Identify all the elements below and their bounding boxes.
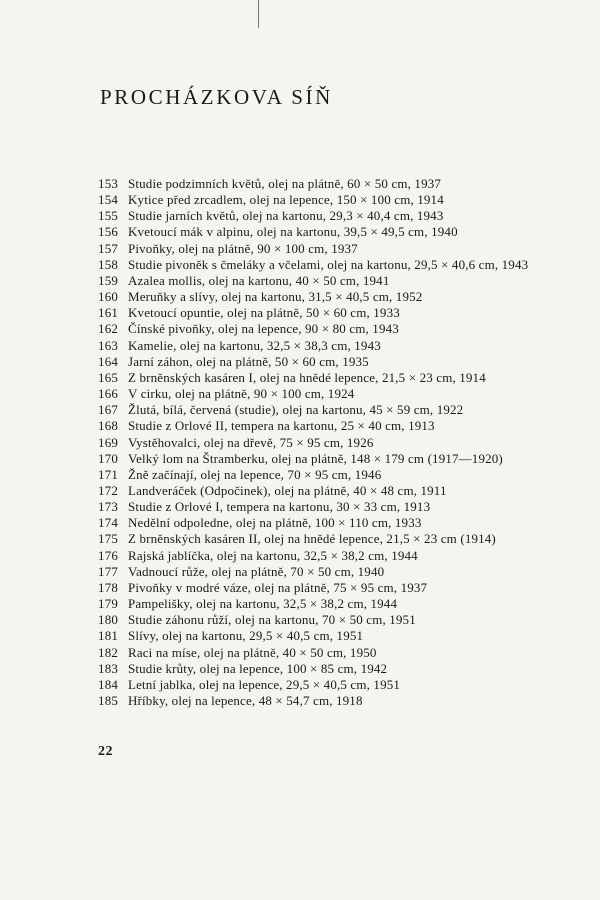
entry-text: Z brněnských kasáren I, olej na hnědé lepence, 21,5 × 23 cm, 1914 [128, 369, 486, 385]
entry-number: 183 [98, 660, 119, 676]
entry-text: Vadnoucí růže, olej na plátně, 70 × 50 cm, 1940 [128, 563, 385, 579]
entry-number: 181 [98, 628, 119, 644]
entry-number: 155 [98, 208, 119, 224]
entry-text: Kvetoucí mák v alpinu, olej na kartonu, 39,5 × 49,5 cm, 1940 [128, 224, 458, 240]
list-item [98, 515, 588, 531]
entry-number: 157 [98, 240, 119, 256]
entry-text: Nedělní odpoledne, olej na plátně, 100 × 110 cm, 1933 [128, 515, 422, 531]
entry-text: Vystěhovalci, olej na dřevě, 75 × 95 cm, 1926 [128, 434, 374, 450]
entry-number: 175 [98, 531, 119, 547]
entry-text: Pivoňky v modré váze, olej na plátně, 75 × 95 cm, 1937 [128, 579, 428, 595]
list-item [98, 370, 588, 386]
entry-text: Studie z Orlové I, tempera na kartonu, 30 × 33 cm, 1913 [128, 499, 431, 515]
entry-number: 182 [98, 644, 119, 660]
entry-number: 177 [98, 563, 119, 579]
entry-number: 160 [98, 289, 119, 305]
list-item [98, 241, 588, 257]
list-item [98, 208, 588, 224]
entry-number: 159 [98, 272, 119, 288]
entry-number: 158 [98, 256, 119, 272]
entry-list [98, 176, 588, 709]
entry-text: Azalea mollis, olej na kartonu, 40 × 50 cm, 1941 [128, 272, 390, 288]
entry-number: 168 [98, 418, 119, 434]
entry-text: Pampelišky, olej na kartonu, 32,5 × 38,2 cm, 1944 [128, 596, 398, 612]
list-item [98, 402, 588, 418]
entry-number: 169 [98, 434, 119, 450]
entry-text: Studie z Orlové II, tempera na kartonu, 25 × 40 cm, 1913 [128, 418, 435, 434]
entry-text: Kvetoucí opuntie, olej na plátně, 50 × 60 cm, 1933 [128, 305, 400, 321]
entry-text: Pivoňky, olej na plátně, 90 × 100 cm, 1937 [128, 240, 358, 256]
entry-text: Čínské pivoňky, olej na lepence, 90 × 80 cm, 1943 [128, 321, 399, 337]
list-item [98, 273, 588, 289]
entry-number: 173 [98, 499, 119, 515]
entry-number: 153 [98, 176, 119, 191]
entry-number: 164 [98, 353, 119, 369]
entry-text: Jarní záhon, olej na plátně, 50 × 60 cm, 1935 [128, 353, 369, 369]
list-item [98, 531, 588, 547]
entry-number: 154 [98, 192, 119, 208]
entry-text: Žně začínají, olej na lepence, 70 × 95 cm, 1946 [128, 466, 382, 482]
entry-number: 156 [98, 224, 119, 240]
list-item [98, 499, 588, 515]
entry-text: Letní jablka, olej na lepence, 29,5 × 40,5 cm, 1951 [128, 676, 401, 692]
entry-number: 163 [98, 337, 119, 353]
list-item [98, 354, 588, 370]
entry-number: 162 [98, 321, 119, 337]
list-item [98, 661, 588, 677]
list-item [98, 693, 588, 709]
entry-text: Raci na míse, olej na plátně, 40 × 50 cm, 1950 [128, 644, 377, 660]
entry-text: Rajská jablíčka, olej na kartonu, 32,5 × 38,2 cm, 1944 [128, 547, 418, 563]
list-item [98, 192, 588, 208]
list-item [98, 386, 588, 402]
list-item [98, 483, 588, 499]
entry-text: Studie záhonu růží, olej na kartonu, 70 × 50 cm, 1951 [128, 612, 416, 628]
list-item [98, 257, 588, 273]
list-item [98, 580, 588, 596]
entry-number: 170 [98, 450, 119, 466]
entry-text: V cirku, olej na plátně, 90 × 100 cm, 1924 [128, 386, 355, 402]
list-item [98, 467, 588, 483]
entry-text: Landveráček (Odpočinek), olej na plátně, 40 × 48 cm, 1911 [128, 482, 447, 498]
entry-number: 180 [98, 612, 119, 628]
entry-text: Žlutá, bílá, červená (studie), olej na kartonu, 45 × 59 cm, 1922 [128, 402, 464, 418]
entry-number: 178 [98, 579, 119, 595]
entry-number: 184 [98, 676, 119, 692]
list-item [98, 645, 588, 661]
list-item [98, 321, 588, 337]
entry-number: 176 [98, 547, 119, 563]
entry-number: 171 [98, 466, 119, 482]
entry-number: 174 [98, 515, 119, 531]
entry-text: Kamelie, olej na kartonu, 32,5 × 38,3 cm, 1943 [128, 337, 381, 353]
list-item [98, 628, 588, 644]
entry-text: Studie pivoněk s čmeláky a včelami, olej na kartonu, 29,5 × 40,6 cm, 1943 [128, 256, 529, 272]
list-item [98, 596, 588, 612]
list-item [98, 548, 588, 564]
entry-number: 167 [98, 402, 119, 418]
page-title: PROCHÁZKOVA SÍŇ [100, 85, 333, 109]
list-item [98, 612, 588, 628]
margin-mark [258, 0, 259, 28]
entry-text: Meruňky a slívy, olej na kartonu, 31,5 × 40,5 cm, 1952 [128, 289, 423, 305]
entry-number: 185 [98, 693, 119, 708]
entry-text: Kytice před zrcadlem, olej na lepence, 150 × 100 cm, 1914 [128, 192, 444, 208]
list-item [98, 176, 588, 192]
list-item [98, 224, 588, 240]
list-item [98, 338, 588, 354]
page-number: 22 [98, 744, 113, 759]
entry-text: Z brněnských kasáren II, olej na hnědé lepence, 21,5 × 23 cm (1914) [128, 531, 496, 547]
entry-text: Studie krůty, olej na lepence, 100 × 85 cm, 1942 [128, 660, 388, 676]
entry-number: 161 [98, 305, 119, 321]
list-item [98, 451, 588, 467]
entry-number: 179 [98, 596, 119, 612]
entry-text: Studie jarních květů, olej na kartonu, 29,3 × 40,4 cm, 1943 [128, 208, 444, 224]
list-item [98, 418, 588, 434]
entry-number: 166 [98, 386, 119, 402]
entry-text: Studie podzimních květů, olej na plátně, 60 × 50 cm, 1937 [128, 176, 442, 191]
entry-text: Velký lom na Štramberku, olej na plátně, 148 × 179 cm (1917—1920) [128, 450, 503, 466]
entry-number: 172 [98, 482, 119, 498]
list-item [98, 289, 588, 305]
entry-number: 165 [98, 369, 119, 385]
list-item [98, 435, 588, 451]
list-item [98, 305, 588, 321]
list-item [98, 564, 588, 580]
list-item [98, 677, 588, 693]
entry-text: Hříbky, olej na lepence, 48 × 54,7 cm, 1918 [128, 693, 363, 708]
entry-text: Slívy, olej na kartonu, 29,5 × 40,5 cm, 1951 [128, 628, 364, 644]
